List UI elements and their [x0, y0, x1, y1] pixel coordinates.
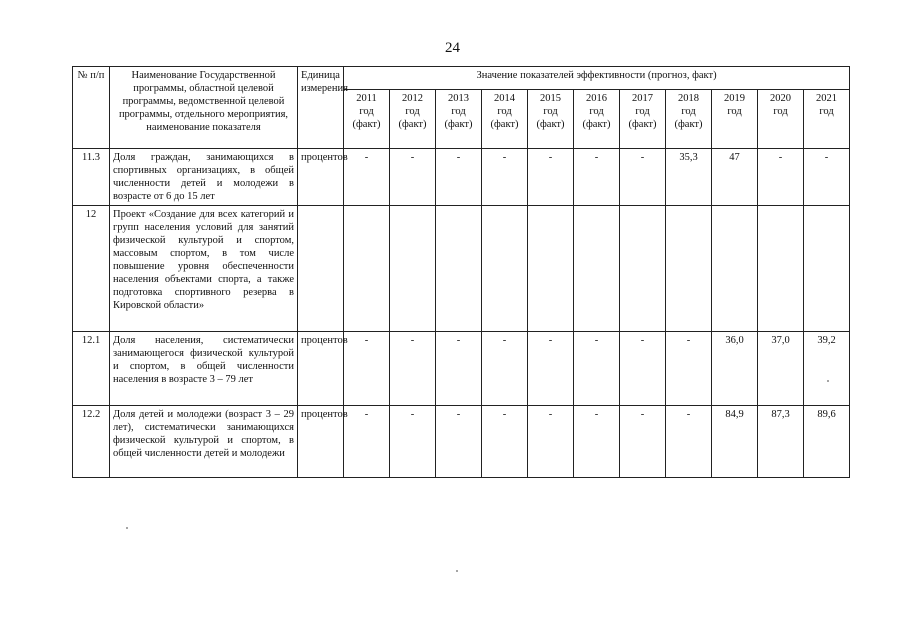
header-year-2015 [528, 90, 574, 149]
header-year-line: (факт) [536, 119, 565, 130]
header-year-line: 2018 [678, 93, 699, 104]
row-value-2013: - [436, 149, 482, 206]
row-unit: процентов [298, 332, 344, 406]
row-indicator-name: Проект «Создание для всех категорий и групп населения условий для занятий физической культурой и спортом, массовым спортом, в том числе повышение уровня обеспеченности населения объектами спорта, а также подготовка спортивного резерва в Кировской области» [110, 206, 298, 332]
row-number: 12 [73, 206, 110, 332]
row-value-2018: - [666, 406, 712, 478]
header-year-line: год [819, 106, 834, 117]
header-year-line: (факт) [628, 119, 657, 130]
row-value-2021 [804, 206, 850, 332]
row-value-2011: - [344, 149, 390, 206]
row-value-2017: - [620, 406, 666, 478]
scan-speck [456, 570, 458, 572]
row-value-2015 [528, 206, 574, 332]
header-year-line: (факт) [582, 119, 611, 130]
header-year-line: год [773, 106, 788, 117]
row-value-2018 [666, 206, 712, 332]
row-value-2021: - [804, 149, 850, 206]
row-value-2016: - [574, 149, 620, 206]
row-unit [298, 206, 344, 332]
header-year-2014 [482, 90, 528, 149]
row-value-2017 [620, 206, 666, 332]
row-value-2020: 37,0 [758, 332, 804, 406]
header-year-line: 2013 [448, 93, 469, 104]
header-year-2021 [804, 90, 850, 149]
header-year-line: год [405, 106, 420, 117]
row-value-2016: - [574, 332, 620, 406]
header-year-2018 [666, 90, 712, 149]
row-value-2014: - [482, 406, 528, 478]
row-value-2020 [758, 206, 804, 332]
header-year-line: год [497, 106, 512, 117]
header-name: Наименование Государственной программы, областной целевой программы, ведомственной целевой программы, отдельного мероприятия, наименование показателя [110, 67, 298, 149]
page-number: 24 [445, 40, 460, 56]
row-value-2020: 87,3 [758, 406, 804, 478]
header-year-line: 2011 [356, 93, 377, 104]
row-number: 12.2 [73, 406, 110, 478]
row-value-2012: - [390, 332, 436, 406]
row-value-2013: - [436, 332, 482, 406]
header-year-2020 [758, 90, 804, 149]
row-unit: процентов [298, 406, 344, 478]
row-unit: процентов [298, 149, 344, 206]
header-year-line: год [451, 106, 466, 117]
row-value-2014: - [482, 332, 528, 406]
row-value-2013: - [436, 406, 482, 478]
header-year-line: год [727, 106, 742, 117]
header-year-line: 2019 [724, 93, 745, 104]
header-year-line: 2017 [632, 93, 653, 104]
header-unit: Единица измерения [298, 67, 344, 149]
header-year-line: (факт) [398, 119, 427, 130]
row-value-2018: 35,3 [666, 149, 712, 206]
row-number: 12.1 [73, 332, 110, 406]
row-value-2020: - [758, 149, 804, 206]
row-indicator-name: Доля населения, систематически занимающегося физической культурой и спортом, в общей численности населения в возрасте 3 – 79 лет [110, 332, 298, 406]
row-value-2011 [344, 206, 390, 332]
table-row [73, 406, 850, 478]
header-year-line: 2012 [402, 93, 423, 104]
row-value-2015: - [528, 406, 574, 478]
row-value-2015: - [528, 332, 574, 406]
row-indicator-name: Доля детей и молодежи (возраст 3 – 29 лет), систематически занимающихся физической культурой и спортом, в общей численности детей и молодежи [110, 406, 298, 478]
table-row [73, 206, 850, 332]
row-value-2013 [436, 206, 482, 332]
header-year-line: год [359, 106, 374, 117]
header-year-line: 2021 [816, 93, 838, 104]
row-indicator-name: Доля граждан, занимающихся в спортивных организациях, в общей численности детей и молодежи в возрасте от 6 до 15 лет [110, 149, 298, 206]
header-year-2011 [344, 90, 390, 149]
header-year-line: 2014 [494, 93, 515, 104]
row-value-2019 [712, 206, 758, 332]
table-row [73, 149, 850, 206]
header-year-line: (факт) [490, 119, 519, 130]
header-year-line: год [589, 106, 604, 117]
table-row [73, 332, 850, 406]
header-year-line: год [543, 106, 558, 117]
header-year-line: (факт) [352, 119, 381, 130]
row-value-2011: - [344, 406, 390, 478]
row-value-2019: 84,9 [712, 406, 758, 478]
row-value-2018: - [666, 332, 712, 406]
row-value-2011: - [344, 332, 390, 406]
header-year-line: (факт) [444, 119, 473, 130]
header-year-line: 2020 [770, 93, 791, 104]
row-value-2017: - [620, 332, 666, 406]
row-value-2016 [574, 206, 620, 332]
header-year-line: год [681, 106, 696, 117]
row-value-2014: - [482, 149, 528, 206]
row-value-2016: - [574, 406, 620, 478]
scan-speck [126, 527, 128, 529]
header-year-2016 [574, 90, 620, 149]
header-year-line: год [635, 106, 650, 117]
header-year-2012 [390, 90, 436, 149]
row-value-2012 [390, 206, 436, 332]
scan-speck [827, 380, 829, 382]
row-value-2012: - [390, 406, 436, 478]
row-value-2012: - [390, 149, 436, 206]
header-values-group: Значение показателей эффективности (прогноз, факт) [344, 67, 850, 90]
header-year-line: 2016 [586, 93, 607, 104]
header-year-2013 [436, 90, 482, 149]
header-year-2017 [620, 90, 666, 149]
row-value-2021: 39,2 [804, 332, 850, 406]
row-value-2019: 36,0 [712, 332, 758, 406]
row-value-2017: - [620, 149, 666, 206]
row-value-2019: 47 [712, 149, 758, 206]
header-year-line: 2015 [540, 93, 561, 104]
row-value-2015: - [528, 149, 574, 206]
row-value-2021: 89,6 [804, 406, 850, 478]
header-year-line: (факт) [674, 119, 703, 130]
header-year-2019 [712, 90, 758, 149]
efficiency-indicators-table [72, 66, 850, 478]
row-number: 11.3 [73, 149, 110, 206]
header-num: № п/п [73, 67, 110, 149]
row-value-2014 [482, 206, 528, 332]
